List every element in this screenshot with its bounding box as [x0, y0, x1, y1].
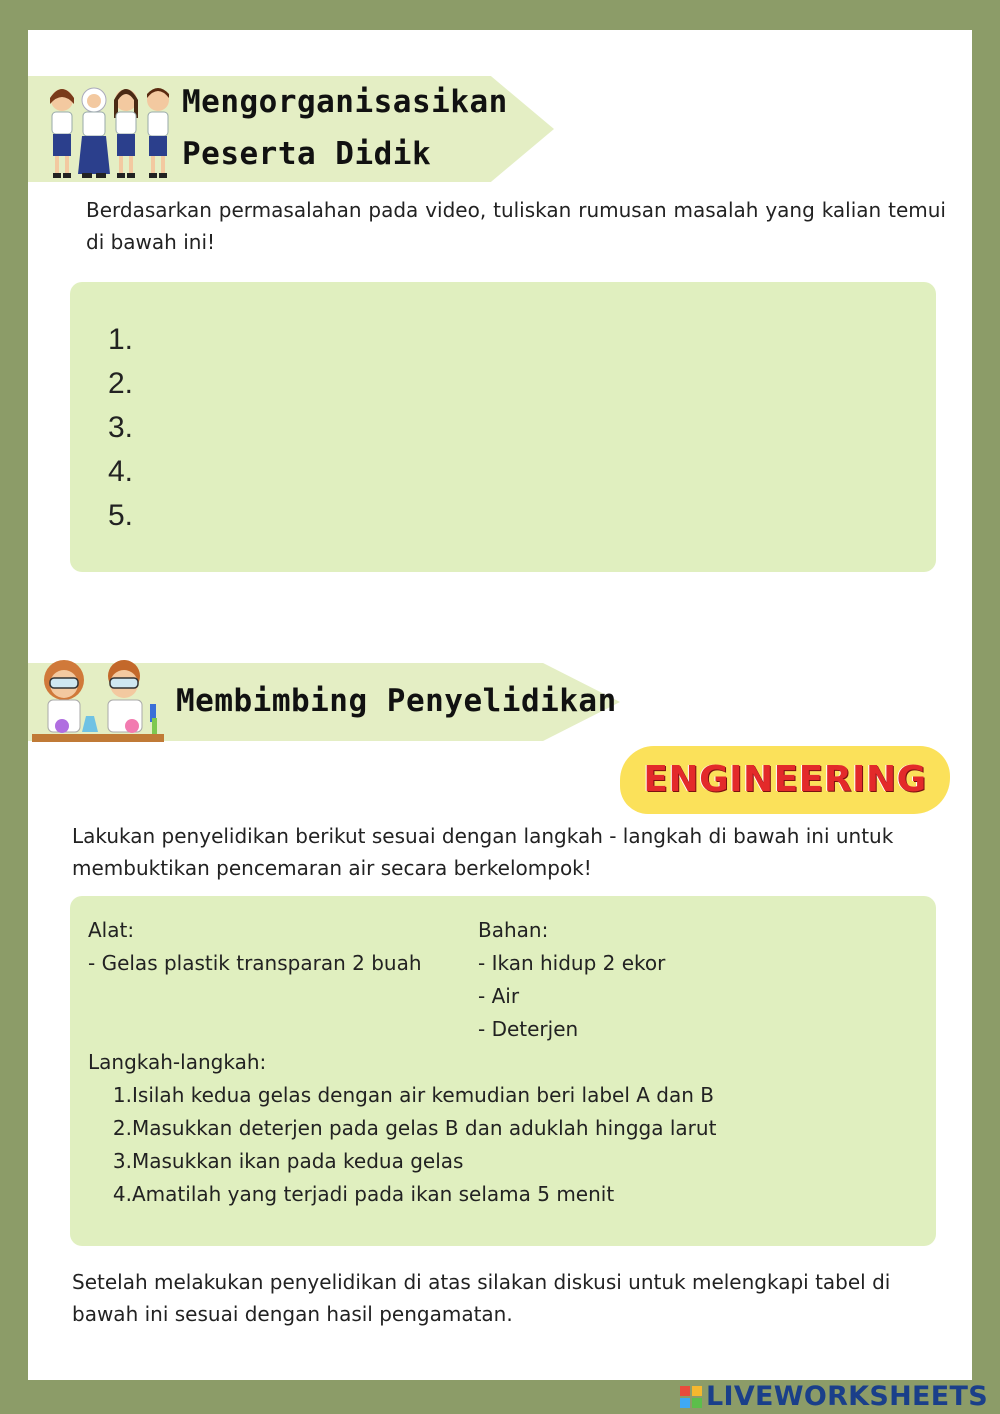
engineering-badge [620, 746, 950, 814]
step-item [110, 1178, 716, 1211]
procedure-box [70, 896, 936, 1246]
materials-item: - Air [478, 984, 520, 1008]
step-text: Masukkan deterjen pada gelas B dan aduklah hingga larut [132, 1116, 717, 1140]
section2-instruction: Lakukan penyelidikan berikut sesuai dengan langkah - langkah di bawah ini untuk membuktikan pencemaran air secara berkelompok! [72, 824, 894, 880]
materials-column [478, 914, 665, 1046]
worksheet-page [28, 30, 972, 1380]
tools-item: - Gelas plastik transparan 2 buah [88, 951, 422, 975]
steps-list [88, 1079, 716, 1211]
steps-label: Langkah-langkah: [88, 1050, 267, 1074]
step-text: Masukkan ikan pada kedua gelas [132, 1149, 464, 1173]
answer-box[interactable] [70, 282, 936, 572]
answer-line-5: 5. [108, 499, 134, 532]
closing-instruction: Setelah melakukan penyelidikan di atas silakan diskusi untuk melengkapi tabel di bawah ini sesuai dengan hasil pengamatan. [72, 1270, 891, 1326]
steps-section [88, 1046, 716, 1211]
step-text: Isilah kedua gelas dengan air kemudian beri label A dan B [132, 1083, 715, 1107]
step-text: Amatilah yang terjadi pada ikan selama 5 menit [132, 1182, 615, 1206]
tools-column [88, 914, 422, 980]
step-number: 3. [112, 1149, 132, 1173]
step-number: 4. [112, 1182, 132, 1206]
answer-line-3: 3. [108, 411, 134, 444]
materials-item: - Ikan hidup 2 ekor [478, 951, 666, 975]
section2-title: Membimbing Penyelidikan [176, 683, 617, 719]
section1-title-line1: Mengorganisasikan [182, 84, 508, 120]
liveworksheets-logo[interactable] [680, 1380, 988, 1414]
answer-line-4: 4. [108, 455, 134, 488]
section1-title [182, 76, 508, 180]
materials-item: - Deterjen [478, 1017, 579, 1041]
step-item [110, 1079, 716, 1112]
step-item [110, 1112, 716, 1145]
students-illustration [42, 78, 182, 182]
engineering-badge-label: ENGINEERING [643, 759, 927, 800]
tools-label: Alat: [88, 918, 135, 942]
answer-line-1: 1. [108, 323, 134, 356]
materials-label: Bahan: [478, 918, 549, 942]
answer-line-2: 2. [108, 367, 134, 400]
scientists-illustration [32, 646, 170, 748]
liveworksheets-logo-icon [680, 1386, 702, 1408]
step-item [110, 1145, 716, 1178]
liveworksheets-brand: LIVEWORKSHEETS [705, 1381, 988, 1412]
step-number: 1. [112, 1083, 132, 1107]
answer-list [108, 318, 133, 538]
step-number: 2. [112, 1116, 132, 1140]
section1-title-line2: Peserta Didik [182, 136, 432, 172]
section1-instruction: Berdasarkan permasalahan pada video, tuliskan rumusan masalah yang kalian temui di bawah ini! [86, 198, 946, 254]
